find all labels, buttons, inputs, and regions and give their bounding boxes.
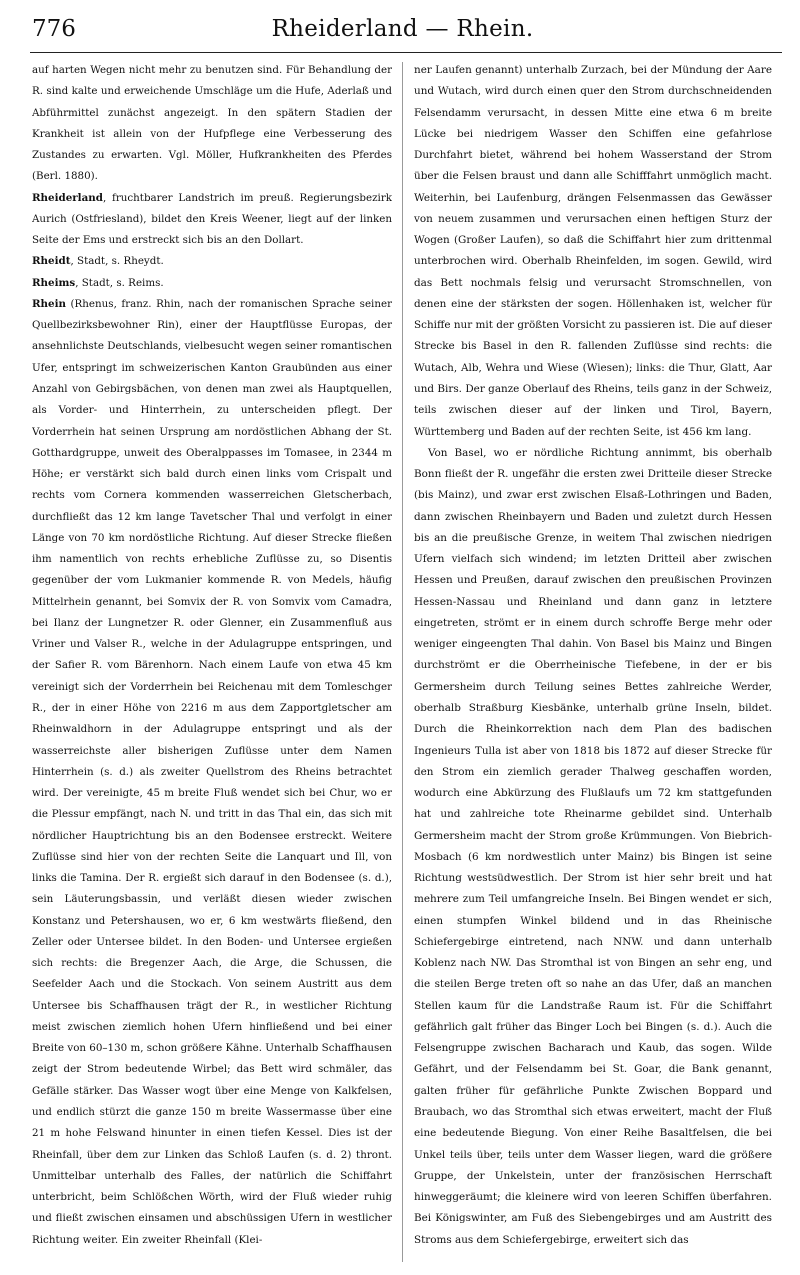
headword: Rheiderland <box>32 191 103 204</box>
entry-text: (Rhenus, franz. Rhin, nach der romanischen Sprache seiner Quellbezirksbewohner Rin), einer der Hauptflüsse Europas, der ansehnlichste Deutschlands, vielbesucht wegen seiner romantischen Ufer, entspringt im schweizerischen Kanton Graubünden aus einer Anzahl von Gebirgsbächen, von denen man zwei als Hauptquellen, als Vorder- und Hinterrhein, zu unterscheiden pflegt. Der Vorderrhein hat seinen Ursprung am nordöstlichen Abhang der St. Gotthardgruppe, unweit des Oberalppasses im Tomasee, in 2344 m Höhe; er verstärkt sich bald durch einen links vom Crispalt und rechts vom Cornera kommenden wasserreichen Gletscherbach, durchfließt das 12 km lange Tavetscher Thal und verfolgt in einer Länge von 70 km nordöstliche Richtung. Auf dieser Strecke fließen ihm namentlich von rechts erhebliche Zuflüsse zu, so Disentis gegenüber der vom Lukmanier kommende R. von Medels, häufig Mittelrhein genannt, bei Somvix der R. von Somvix vom Camadra, bei Ilanz der Lungnetzer R. oder Glenner, ein Zusammenfluß aus Vriner und Valser R., welche in der Adulagruppe entspringen, und der Safier R. vom Bärenhorn. Nach einem Laufe von etwa 45 km vereinigt sich der Vorderrhein bei Reichenau mit dem Tomleschger R., der in einer Höhe von 2216 m aus dem Zapportgletscher am Rheinwaldhorn in der Adulagruppe entspringt und als der wasserreichste aller bisherigen Zuflüsse unter dem Namen Hinterrhein (s. d.) als zweiter Quellstrom des Rheins betrachtet wird. Der vereinigte, 45 m breite Fluß wendet sich bei Chur, wo er die Plessur empfängt, nach N. und tritt in das Thal ein, das sich mit nördlicher Hauptrichtung bis an den Bodensee erstreckt. Weitere Zuflüsse sind hier von der rechten Seite die Lanquart und Ill, von links die Tamina. Der R. ergießt sich darauf in den Bodensee (s. d.), sein Läuterungsbassin, und verläßt diesen wieder zwischen Konstanz und Petershausen, wo er, 6 km westwärts fließend, den Zeller oder Untersee bildet. In den Boden- und Untersee ergießen sich rechts: die Bregenzer Aach, die Arge, die Schussen, die Seefelder Aach und die Stockach. Von seinem Austritt aus dem Untersee bis Schaffhausen trägt der R., in westlicher Richtung meist zwischen ziemlich hohen Ufern hinfließend und bei einer Breite von 60–130 m, schon größere Kähne. Unterhalb Schaffhausen zeigt der Strom bedeutende Wirbel; das Bett wird schmäler, das Gefälle stärker. Das Wasser wogt über eine Menge von Kalkfelsen, und endlich stürzt die ganze 150 m breite Wassermasse über eine 21 m hohe Felswand hinunter in einen tiefen Kessel. Dies ist der Rheinfall, über dem zur Linken das Schloß Laufen (s. d. 2) thront. Unmittelbar unterhalb des Falles, der natürlich die Schiffahrt unterbricht, beim Schlößchen Wörth, wird der Fluß wieder ruhig und fließt zwischen einsamen und abschüssigen Ufern in westlicher Richtung weiter. Ein zweiter Rheinfall (Klei- <box>32 297 392 1246</box>
running-title: Rheiderland — Rhein. <box>271 16 534 42</box>
paragraph <box>32 60 392 188</box>
header-rule <box>30 52 782 53</box>
paragraph-text: auf harten Wegen nicht mehr zu benutzen sind. Für Behandlung der R. sind kalte und erweichende Umschläge um die Hufe, Aderlaß und Abführmittel zunächst angezeigt. In den spätern Stadien der Krankheit ist allein von der Hufpflege eine Verbesserung des Zustandes zu erwarten. Vgl. Möller, Hufkrankheiten des Pferdes (Berl. 1880). <box>32 64 392 183</box>
page-number: 776 <box>32 16 76 42</box>
paragraph <box>414 443 772 1251</box>
paragraph-text: ner Laufen genannt) unterhalb Zurzach, bei der Mündung der Aare und Wutach, wird durch einen quer den Strom durchschneidenden Felsendamm verursacht, in dessen Mitte eine etwa 6 m breite Lücke bei niedrigem Wasser den Schiffen eine gefahrlose Durchfahrt bietet, während bei hohem Wasserstand der Strom über die Felsen braust und dann alle Schifffahrt unmöglich macht. Weiterhin, bei Laufenburg, drängen Felsenmassen das Gewässer von neuem zusammen und verursachen einen heftigen Sturz der Wogen (Großer Laufen), so daß die Schiffahrt hier zum drittenmal unterbrochen wird. Oberhalb Rheinfelden, im sogen. Gewild, wird das Bett nochmals felsig und verursacht Stromschnellen, von denen eine der stärksten der sogen. Höllenhaken ist, welcher für Schiffe nur mit der größten Vorsicht zu passieren ist. Die auf dieser Strecke bis Basel in den R. fallenden Zuflüsse sind rechts: die Wutach, Alb, Wehra und Wiese (Wiesen); links: die Thur, Glatt, Aar und Birs. Der ganze Oberlauf des Rheins, teils ganz in der Schweiz, teils zwischen dieser auf der linken und Tirol, Bayern, Württemberg und Baden auf der rechten Seite, ist 456 km lang. <box>414 64 772 438</box>
column-divider <box>402 62 403 1262</box>
paragraph <box>414 60 772 443</box>
entry-rheidt <box>32 251 392 272</box>
entry-text: , Stadt, s. Rheydt. <box>70 255 164 268</box>
paragraph-text: Von Basel, wo er nördliche Richtung annimmt, bis oberhalb Bonn fließt der R. ungefähr die ersten zwei Dritteile dieser Strecke (bis Mainz), und zwar erst zwischen Elsaß-Lothringen und Baden, dann zwischen Rheinbayern und Baden und zuletzt durch Hessen bis an die preußische Grenze, in weitem Thal zwischen niedrigen Ufern vielfach sich windend; im letzten Dritteil aber zwischen Hessen und Preußen, darauf zwischen den preußischen Provinzen Hessen-Nassau und Rheinland und dann ganz in letztere eingetreten, strömt er in einem durch schroffe Berge mehr oder weniger eingeengten Thal dahin. Von Basel bis Mainz und Bingen durchströmt er die Oberrheinische Tiefebene, in der er bis Germersheim durch Teilung seines Bettes zahlreiche Werder, oberhalb Straßburg Kiesbänke, unterhalb grüne Inseln, bildet. Durch die Rheinkorrektion nach dem Plan des badischen Ingenieurs Tulla ist aber von 1818 bis 1872 auf dieser Strecke für den Strom ein ziemlich gerader Thalweg geschaffen worden, wodurch eine Abkürzung des Flußlaufs um 72 km stattgefunden hat und zahlreiche tote Rheinarme gebildet sind. Unterhalb Germersheim macht der Strom große Krümmungen. Von Biebrich-Mosbach (6 km nordwestlich unter Mainz) bis Bingen ist seine Richtung westsüdwestlich. Der Strom ist hier sehr breit und hat mehrere zum Teil umfangreiche Inseln. Bei Bingen wendet er sich, einen stumpfen Winkel bildend und in das Rheinische Schiefergebirge eintretend, nach NNW. und dann unterhalb Koblenz nach NW. Das Stromthal ist von Bingen an sehr eng, und die steilen Berge treten oft so nahe an das Ufer, daß an manchen Stellen kaum für die Landstraße Raum ist. Für die Schiffahrt gefährlich galt früher das Binger Loch bei Bingen (s. d.). Auch die Felsengruppe zwischen Bacharach und Kaub, das sogen. Wilde Gefährt, und der Felsendamm bei St. Goar, die Bank genannt, galten früher für gefährliche Punkte Zwischen Boppard und Braubach, wo das Stromthal sich etwas erweitert, macht der Fluß eine bedeutende Biegung. Von einer Reihe Basaltfelsen, die bei Unkel teils über, teils unter dem Wasser liegen, ward die größere Gruppe, der Unkelstein, unter der französischen Herrschaft hinweggeräumt; die kleinere wird von leeren Schiffen überfahren. Bei Königswinter, am Fuß des Siebengebirges und am Austritt des Stroms aus dem Schiefergebirge, erweitert sich das <box>414 446 772 1246</box>
entry-text: , Stadt, s. Reims. <box>75 276 164 289</box>
page-header <box>20 14 785 46</box>
entry-rheiderland <box>32 188 392 252</box>
headword: Rheidt <box>32 255 71 268</box>
entry-rheims <box>32 273 392 294</box>
entry-text: , fruchtbarer Landstrich im preuß. Regierungsbezirk Aurich (Ostfriesland), bildet den Kreis Weener, liegt auf der linken Seite der Ems und erstreckt sich bis an den Dollart. <box>32 191 392 247</box>
left-column <box>32 60 392 1266</box>
headword: Rhein <box>32 297 66 310</box>
entry-rhein <box>32 294 392 1251</box>
headword: Rheims <box>32 276 76 289</box>
right-column <box>414 60 772 1266</box>
